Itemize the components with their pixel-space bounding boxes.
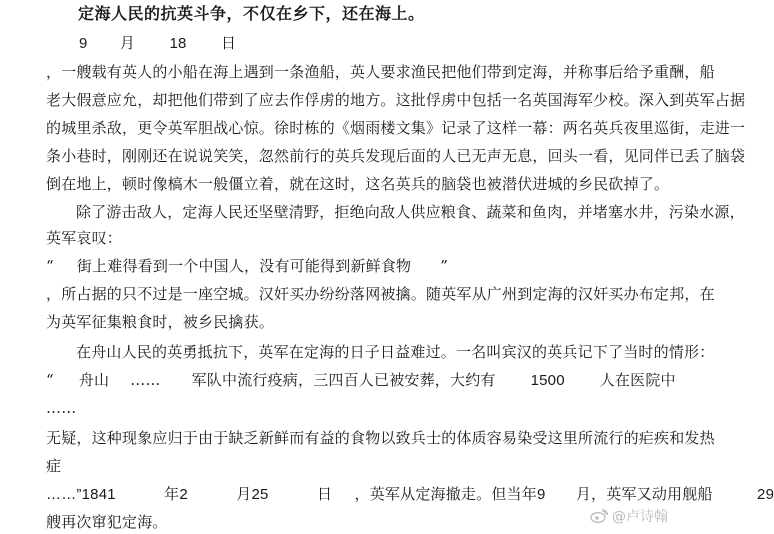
date-day-unit: 日 — [220, 35, 237, 52]
quote-line — [46, 256, 448, 276]
paragraph-line: 艘再次窜犯定海。 — [46, 513, 168, 531]
date-line — [46, 485, 774, 505]
year-unit: 年 — [164, 486, 180, 503]
paragraph-line: ，一艘载有英人的小船在海上遇到一条渔船，英人要求渔民把他们带到定海，并称事后给予重酬，船 — [46, 63, 715, 81]
date-month: 9 — [79, 35, 88, 52]
quote-ellipsis: …… — [130, 371, 161, 389]
quote-open: “ — [46, 257, 54, 275]
quote-text: 军队中流行疫病，三四百人已被安葬，大约有 — [191, 371, 496, 389]
date-month-unit: 月 — [119, 35, 136, 52]
paragraph-line: 在舟山人民的英勇抵抗下，英军在定海的日子日益难过。一名叫宾汉的英兵记下了当时的情形： — [76, 343, 715, 361]
paragraph-line: 除了游击敌人，定海人民还坚壁清野，拒绝向敌人供应粮食、蔬菜和鱼肉，并堵塞水井，污染水源， — [76, 203, 745, 221]
sentence: ，英军从定海撤走。但当年 — [354, 486, 537, 503]
quote-place: 舟山 — [78, 371, 110, 389]
quote-close: ……” — [46, 486, 82, 503]
patient-count: 1500 — [530, 372, 565, 389]
paragraph-line: 英军哀叹： — [46, 229, 123, 247]
month-unit: 月 — [236, 486, 252, 503]
month: 2 — [179, 486, 188, 503]
paragraph-line: 症 — [46, 457, 62, 475]
paragraph-line: 无疑，这种现象应归于由于缺乏新鲜而有益的食物以致兵士的体质容易染受这里所流行的疟疾和发热 — [46, 429, 715, 447]
watermark — [590, 506, 668, 526]
day: 25 — [251, 486, 269, 503]
paragraph-line: 倒在地上，顿时像槁木一般僵立着，就在这时，这名英兵的脑袋也被潜伏进城的乡民砍掉了。 — [46, 175, 670, 193]
quote-open: “ — [46, 371, 54, 389]
ship-count: 29 — [757, 486, 774, 503]
quote-ellipsis: …… — [46, 399, 77, 417]
weibo-icon — [590, 509, 608, 523]
paragraph-line: 条小巷时，刚刚还在说说笑笑，忽然前行的英兵发现后面的人已无声无息，回头一看，见同伴已丢了脑袋 — [46, 147, 746, 165]
paragraph-line: 为英军征集粮食时，被乡民擒获。 — [46, 313, 275, 331]
quote-close: ” — [440, 257, 449, 275]
sentence: 月，英军又动用舰船 — [575, 486, 713, 503]
date-day: 18 — [169, 35, 187, 52]
month: 9 — [536, 486, 546, 503]
article-title: 定海人民的抗英斗争，不仅在乡下，还在海上。 — [78, 4, 425, 23]
watermark-text: @卢诗翰 — [612, 509, 668, 525]
day-unit: 日 — [316, 486, 333, 503]
paragraph-line: 的城里杀敌，更令英军胆战心惊。徐时栋的《烟雨楼文集》记录了这样一幕：两名英兵夜里巡街，走进一 — [46, 119, 746, 137]
date-line — [79, 34, 236, 54]
quote-text: 人在医院中 — [599, 371, 676, 389]
quote-text: 街上难得看到一个中国人，没有可能得到新鲜食物 — [76, 257, 412, 275]
year: 1841 — [81, 486, 116, 503]
quote-line — [46, 370, 676, 391]
paragraph-line: ，所占据的只不过是一座空城。汉奸买办纷纷落网被擒。随英军从广州到定海的汉奸买办布定邦，在 — [46, 285, 715, 303]
paragraph-line: 老大假意应允，却把他们带到了应去作俘虏的地方。这批俘虏中包括一名英国海军少校。深入到英军占据 — [46, 91, 746, 109]
